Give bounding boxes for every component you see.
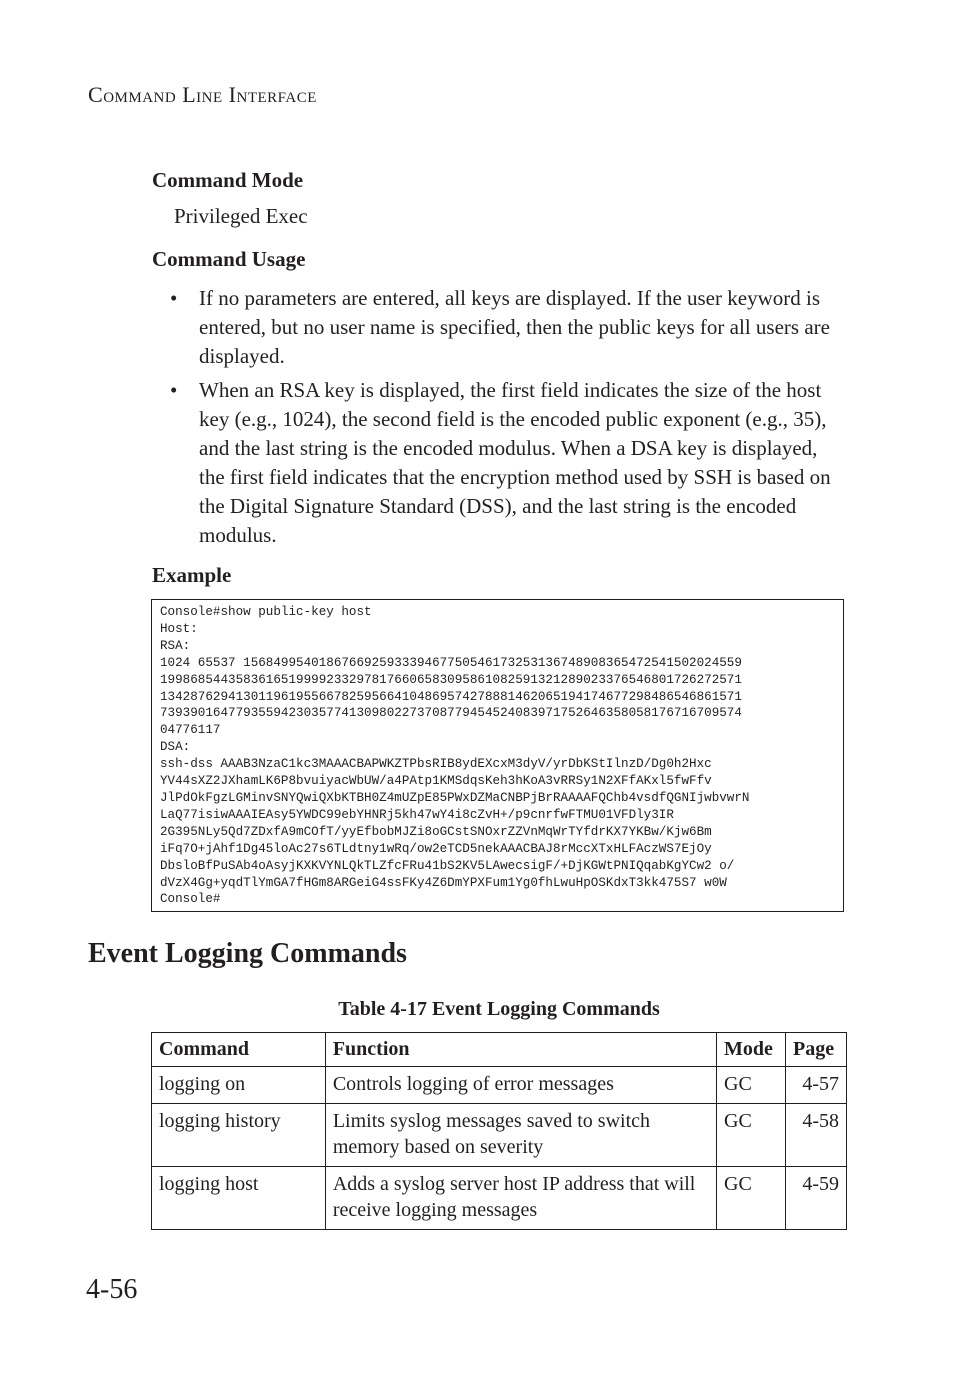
table-row [152,1104,847,1167]
cell-page: 4-59 [786,1167,847,1230]
cell-command: logging history [152,1104,326,1167]
code-line: 19986854435836165199992332978176606583095861082591321289023376546801726272571 [160,672,742,687]
example-code-block [151,599,844,912]
cell-page: 4-57 [786,1067,847,1104]
code-line: RSA: [160,638,191,653]
bullet-icon: • [170,286,178,310]
cell-mode: GC [717,1167,786,1230]
code-line: 73939016477935594230357741309802273708779454524083971752646358058176716709574 [160,706,742,721]
code-line: 1024 65537 156849954018676692593339467750546173253136748908365472541502024559 [160,655,742,670]
example-heading: Example [152,563,232,587]
cell-function: Controls logging of error messages [325,1067,716,1104]
code-line: iFq7O+jAhf1Dg45loAc27s6TLdtny1wRq/ow2eTCD5nekAAACBAJ8rMccXTxHLFAczWS7EjOy [160,841,712,856]
cell-command: logging host [152,1167,326,1230]
code-line: dVzX4Gg+yqdTlYmGA7fHGm8ARGeiG4ssFKy4Z6DmYPXFum1Yg0fhLwuHpOSKdxT3kk475S7 w0W [160,875,727,890]
event-logging-table [151,1032,847,1230]
column-header-page: Page [786,1033,847,1067]
bullet-icon: • [170,378,178,402]
code-line: DbsloBfPuSAb4oAsyjKXKVYNLQkTLZfcFRu41bS2KV5LAwecsigF/+DjKGWtPNIQqabKgYCw2 o/ [160,858,735,873]
table-row [152,1167,847,1230]
command-usage-heading: Command Usage [152,247,306,271]
code-line: Console# [160,892,221,907]
running-head-word: COMMAND [88,82,177,107]
code-line: 04776117 [160,723,221,738]
code-line: JlPdOkFgzLGMinvSNYQwiQXbKTBH0Z4mUZpE85PWxDZMaCNBPjBrRAAAAFQChb4vsdfQGNIjwbvwrN [160,790,750,805]
column-header-command: Command [152,1033,326,1067]
column-header-mode: Mode [717,1033,786,1067]
code-line: ssh-dss AAAB3NzaC1kc3MAAACBAPWKZTPbsRIB8ydEXcxM3dyV/yrDbKStIlnzD/Dg0h2Hxc [160,757,712,772]
command-mode-heading: Command Mode [152,168,304,192]
code-line: 2G395NLy5Qd7ZDxfA9mCOfT/yyEfbobMJZi8oGCstSNOxrZZVnMqWrTYfdrKX7YKBw/Kjw6Bm [160,824,712,839]
section-title: Event Logging Commands [88,938,407,969]
running-head-word: LINE [182,82,223,107]
command-mode-value: Privileged Exec [174,204,308,228]
page-number: 4-56 [86,1274,138,1305]
command-usage-list [170,284,846,555]
running-head-word: INTERFACE [228,82,317,107]
table-header-row [152,1033,847,1067]
code-listing [160,604,843,908]
list-item [170,376,846,550]
code-line: Host: [160,621,198,636]
column-header-function: Function [325,1033,716,1067]
code-line: YV44sXZ2JXhamLK6P8bvuiyacWbUW/a4PAtp1KMSdqsKeh3hKoA3vRRSy1N2XFfAKxl5fwFfv [160,774,712,789]
code-line: LaQ77isiwAAAIEAsy5YWDC99ebYHNRj5kh47wY4i8cZvH+/p9cnrfwFTMU01VFDly3IR [160,807,674,822]
cell-mode: GC [717,1104,786,1167]
list-item-text: When an RSA key is displayed, the first field indicates the size of the host key (e.g., 1024), the second field is the encoded public exponent (e.g., 35), and the last string is the encoded modulus. When a DSA key is displayed, the first field indicates that the encryption method used by SSH is based on the Digital Signature Standard (DSS), and the last string is the encoded modulus. [199,378,831,547]
cell-command: logging on [152,1067,326,1104]
table-caption: Table 4-17 Event Logging Commands [338,998,660,1020]
cell-page: 4-58 [786,1104,847,1167]
cell-function: Limits syslog messages saved to switch memory based on severity [325,1104,716,1167]
code-line: 13428762941301196195566782595664104869574278881462065194174677298486546861571 [160,689,742,704]
running-head [88,82,317,108]
cell-mode: GC [717,1067,786,1104]
list-item [170,284,846,371]
list-item-text: If no parameters are entered, all keys are displayed. If the user keyword is entered, but no user name is specified, then the public keys for all users are displayed. [199,286,830,368]
code-line: Console#show public-key host [160,605,372,619]
table-row [152,1067,847,1104]
code-line: DSA: [160,740,191,755]
cell-function: Adds a syslog server host IP address that will receive logging messages [325,1167,716,1230]
